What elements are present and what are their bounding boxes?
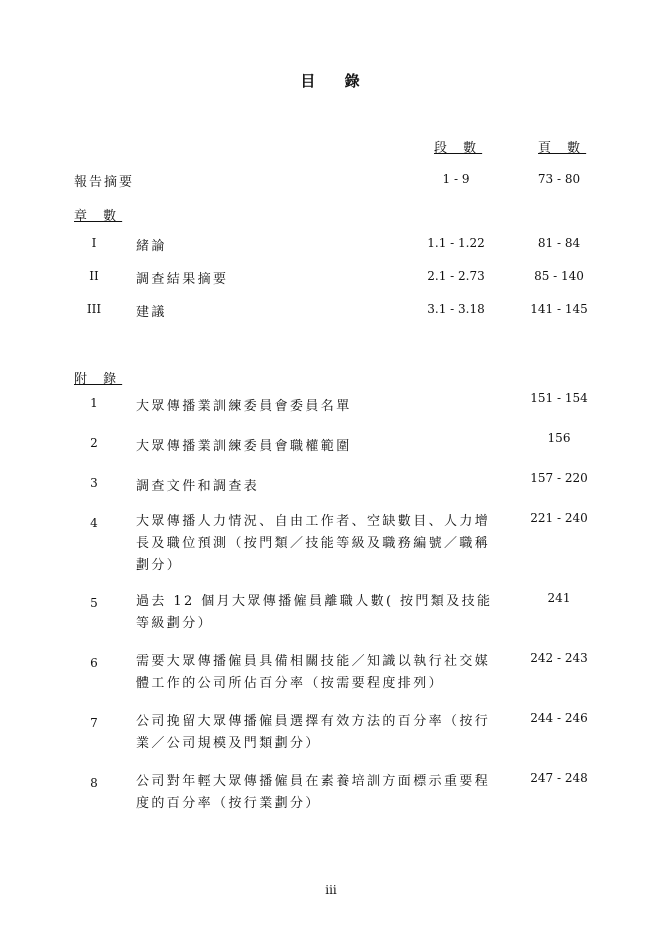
appendix-pages: 247 - 248 <box>530 771 588 785</box>
chapter-title: 緒論 <box>136 239 167 254</box>
appendix-title: 大眾傳播業訓練委員會委員名單 <box>136 399 352 414</box>
appendix-pages: 157 - 220 <box>530 471 588 485</box>
appendix-pages: 244 - 246 <box>530 711 588 725</box>
appendix-title: 需要大眾傳播僱員具備相關技能／知識以執行社交媒體工作的公司所佔百分率（按需要程度排列） <box>136 654 491 691</box>
appendix-number: 2 <box>90 436 98 450</box>
chapter-number: III <box>86 302 102 316</box>
appendix-number: 4 <box>90 516 98 530</box>
appendix-title: 過去 12 個月大眾傳播僱員離職人數( 按門類及技能等級劃分） <box>136 594 493 631</box>
chapter-paragraphs: 2.1 - 2.73 <box>427 269 485 283</box>
chapter-title: 建議 <box>136 305 167 320</box>
appendix-number: 3 <box>90 476 98 490</box>
appendix-number: 5 <box>90 596 98 610</box>
appendix-pages: 242 - 243 <box>530 651 588 665</box>
appendix-pages: 156 <box>547 431 571 445</box>
appendix-title: 大眾傳播業訓練委員會職權範圍 <box>136 439 352 454</box>
appendix-pages: 151 - 154 <box>530 391 588 405</box>
chapter-pages: 141 - 145 <box>530 302 588 316</box>
paragraphs-column-header: 段 數 <box>434 141 483 156</box>
chapter-pages: 85 - 140 <box>534 269 584 283</box>
summary-label: 報告摘要 <box>74 175 135 190</box>
appendix-title: 大眾傳播人力情況、自由工作者、空缺數目、人力增長及職位預測（按門類／技能等級及職務編號／職稱劃分） <box>136 514 491 573</box>
chapter-paragraphs: 1.1 - 1.22 <box>427 236 485 250</box>
summary-paragraphs: 1 - 9 <box>442 172 470 186</box>
chapters-heading: 章 數 <box>74 209 123 224</box>
chapter-paragraphs: 3.1 - 3.18 <box>427 302 485 316</box>
appendix-pages: 241 <box>547 591 571 605</box>
appendix-title: 公司挽留大眾傳播僱員選擇有效方法的百分率（按行業／公司規模及門類劃分） <box>136 714 491 751</box>
chapter-title: 調查結果摘要 <box>136 272 229 287</box>
appendix-number: 7 <box>90 716 98 730</box>
chapter-number: II <box>89 269 99 283</box>
chapter-pages: 81 - 84 <box>537 236 581 250</box>
pages-column-header: 頁 數 <box>538 141 587 156</box>
appendix-number: 8 <box>90 776 98 790</box>
chapter-number: I <box>91 236 97 250</box>
appendix-number: 6 <box>90 656 98 670</box>
page-number: iii <box>325 883 337 897</box>
appendix-title: 公司對年輕大眾傳播僱員在素養培訓方面標示重要程度的百分率（按行業劃分） <box>136 774 491 811</box>
appendix-title: 調查文件和調查表 <box>136 479 260 494</box>
summary-pages: 73 - 80 <box>537 172 581 186</box>
page-title: 目 錄 <box>300 72 372 90</box>
appendix-pages: 221 - 240 <box>530 511 588 525</box>
appendix-heading: 附 錄 <box>74 372 123 387</box>
appendix-number: 1 <box>90 396 98 410</box>
